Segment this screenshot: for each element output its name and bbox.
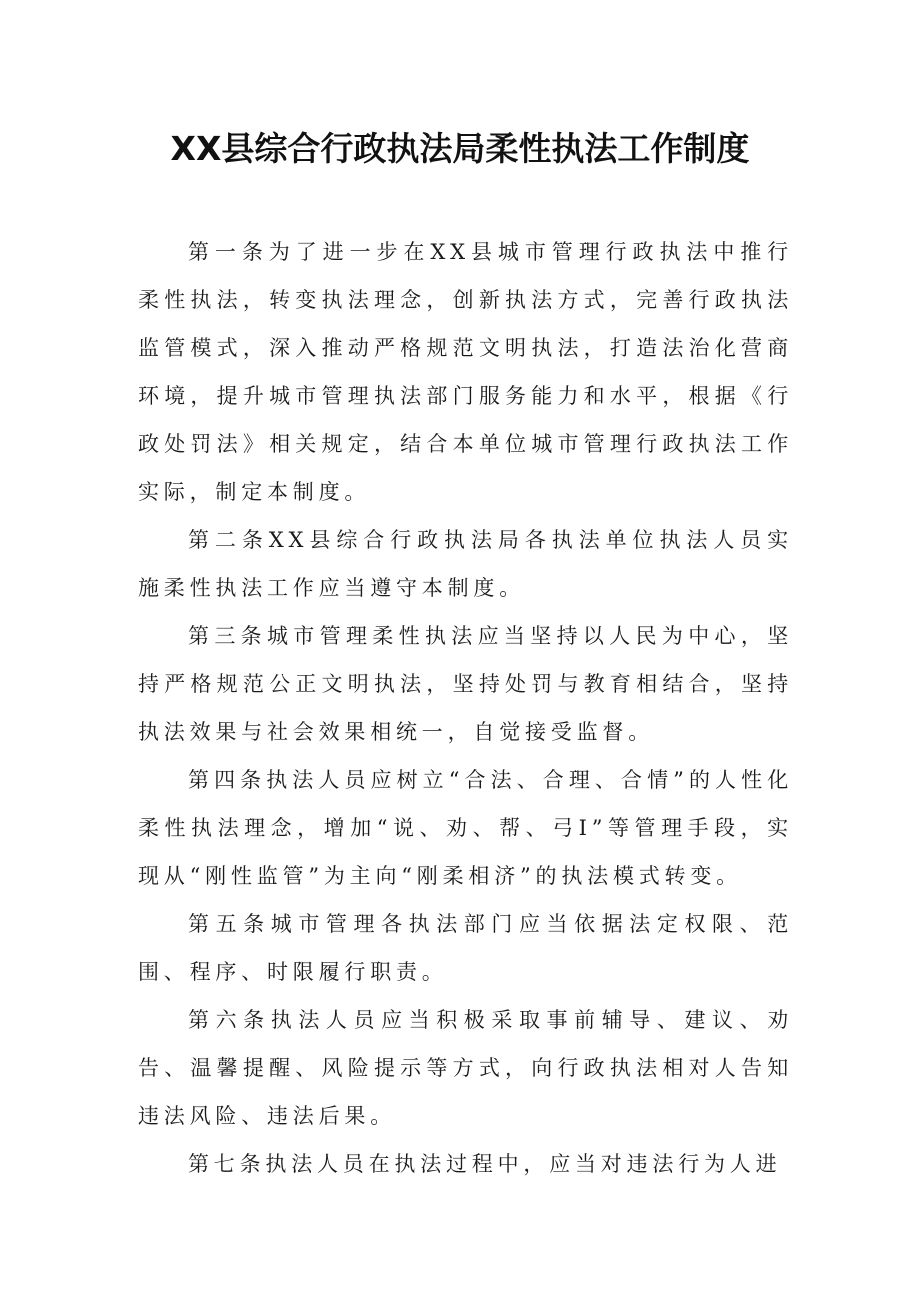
article-5: 第五条城市管理各执法部门应当依据法定权限、范围、程序、时限履行职责。 <box>138 912 793 984</box>
article-1: 第一条为了进一步在XX县城市管理行政执法中推行柔性执法，转变执法理念，创新执法方式，完善行政执法监管模式，深入推动严格规范文明执法，打造法治化营商环境，提升城市管理执法部门服务能力和水平，根据《行政处罚法》相关规定，结合本单位城市管理行政执法工作实际，制定本制度。 <box>138 240 793 504</box>
article-2: 第二条XX县综合行政执法局各执法单位执法人员实施柔性执法工作应当遵守本制度。 <box>138 528 793 600</box>
document-body <box>138 228 793 1188</box>
article-3: 第三条城市管理柔性执法应当坚持以人民为中心，坚持严格规范公正文明执法，坚持处罚与教育相结合，坚持执法效果与社会效果相统一，自觉接受监督。 <box>138 624 793 744</box>
article-4: 第四条执法人员应树立“合法、合理、合情”的人性化柔性执法理念，增加“说、劝、帮、弓I”等管理手段，实现从“刚性监管”为主向“刚柔相济”的执法模式转变。 <box>138 768 793 888</box>
document-title: XX县综合行政执法局柔性执法工作制度 <box>170 129 750 168</box>
article-7: 第七条执法人员在执法过程中，应当对违法行为人进 <box>188 1152 782 1176</box>
article-6: 第六条执法人员应当积极采取事前辅导、建议、劝告、温馨提醒、风险提示等方式，向行政执法相对人告知违法风险、违法后果。 <box>138 1008 793 1128</box>
